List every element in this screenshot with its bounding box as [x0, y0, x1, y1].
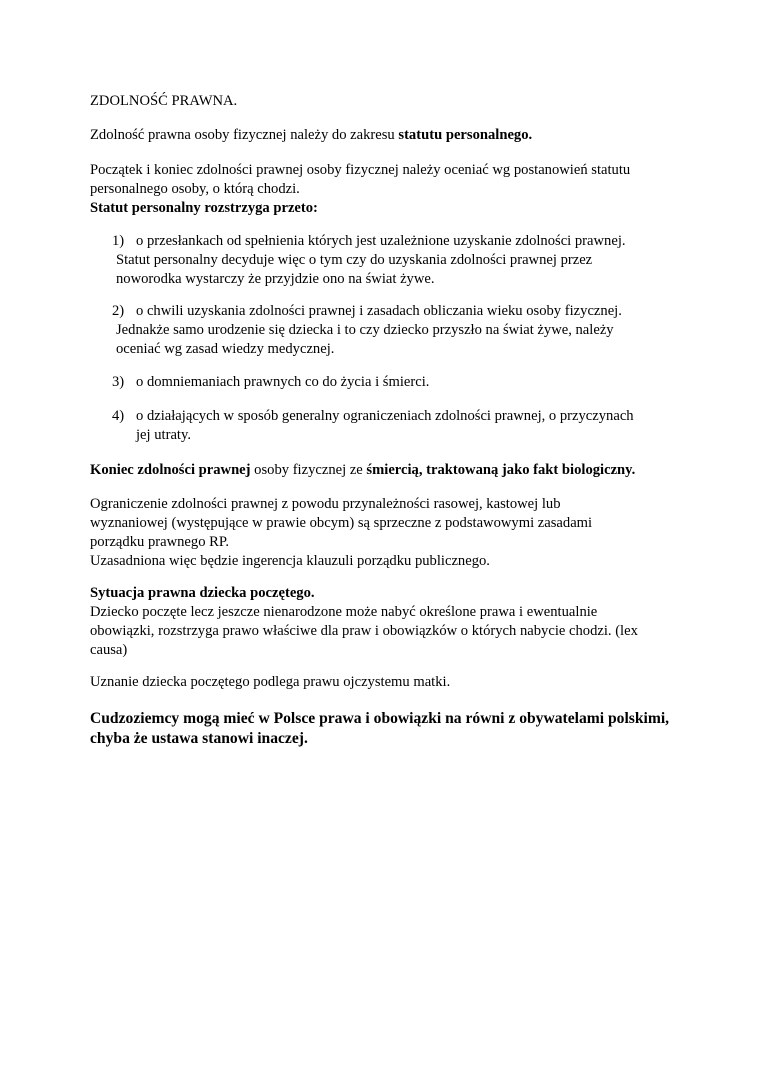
list-number: 3) [112, 374, 125, 390]
p3-bold1: Koniec zdolności prawnej [90, 462, 251, 478]
p1-text: Zdolność prawna osoby fizycznej należy do zakresu [90, 127, 399, 143]
p5-line3: causa) [90, 642, 128, 658]
document-title: ZDOLNOŚĆ PRAWNA. [90, 93, 238, 109]
list-line: o domniemaniach prawnych co do życia i śmierci. [136, 374, 430, 390]
list-number: 4) [112, 408, 125, 424]
list-item [112, 232, 682, 289]
p5-line2: obowiązki, rozstrzyga prawo właściwe dla praw i obowiązków o których nabycie chodzi. (lex [90, 623, 638, 639]
list-line: Statut personalny decyduje więc o tym czy do uzyskania zdolności prawnej przez [116, 252, 593, 268]
p4-line4: Uzasadniona więc będzie ingerencja klauzuli porządku publicznego. [90, 553, 490, 569]
list-line: noworodka wystarczy że przyjdzie ono na świat żywe. [116, 271, 435, 287]
list-line: oceniać wg zasad wiedzy medycznej. [116, 341, 335, 357]
p2-line2: personalnego osoby, o którą chodzi. [90, 181, 300, 197]
p4-line2: wyznaniowej (występujące w prawie obcym) są sprzeczne z podstawowymi zasadami [90, 515, 593, 531]
paragraph-uznanie: Uznanie dziecka poczętego podlega prawu ojczystemu matki. [90, 674, 451, 690]
p4-line1: Ograniczenie zdolności prawnej z powodu przynależności rasowej, kastowej lub [90, 496, 561, 512]
p3-bold2: śmiercią, traktowaną jako fakt biologiczny. [366, 462, 636, 478]
paragraph-dziecko [90, 584, 680, 660]
p3-text: osoby fizycznej ze [250, 462, 367, 478]
paragraph-cudzoziemcy [90, 709, 680, 749]
list-item [112, 407, 682, 445]
p7-line2: chyba że ustawa stanowi inaczej. [90, 730, 308, 747]
list-item [112, 373, 682, 392]
list-line: o chwili uzyskania zdolności prawnej i zasadach obliczania wieku osoby fizycznej. [136, 303, 622, 319]
paragraph-poczatek [90, 161, 680, 218]
list-item [112, 302, 682, 359]
p2-heading: Statut personalny rozstrzyga przeto: [90, 200, 318, 216]
paragraph-koniec [90, 461, 680, 480]
p5-line1: Dziecko poczęte lecz jeszcze nienarodzone może nabyć określone prawa i ewentualnie [90, 604, 598, 620]
list-line: o przesłankach od spełnienia których jest uzależnione uzyskanie zdolności prawnej. [136, 233, 626, 249]
list-number: 2) [112, 303, 125, 319]
list-line: Jednakże samo urodzenie się dziecka i to czy dziecko przyszło na świat żywe, należy [116, 322, 614, 338]
list-line: o działających w sposób generalny ograniczeniach zdolności prawnej, o przyczynach [136, 408, 634, 424]
p5-heading: Sytuacja prawna dziecka poczętego. [90, 585, 315, 601]
paragraph-ograniczenie [90, 495, 680, 571]
list-number: 1) [112, 233, 125, 249]
p4-line3: porządku prawnego RP. [90, 534, 230, 550]
p7-line1: Cudzoziemcy mogą mieć w Polsce prawa i obowiązki na równi z obywatelami polskimi, [90, 710, 670, 727]
p2-line1: Początek i koniec zdolności prawnej osoby fizycznej należy oceniać wg postanowień statutu [90, 162, 631, 178]
list-line: jej utraty. [136, 427, 191, 443]
p1-bold: statutu personalnego. [398, 127, 533, 143]
paragraph-zdolnosc [90, 126, 680, 145]
